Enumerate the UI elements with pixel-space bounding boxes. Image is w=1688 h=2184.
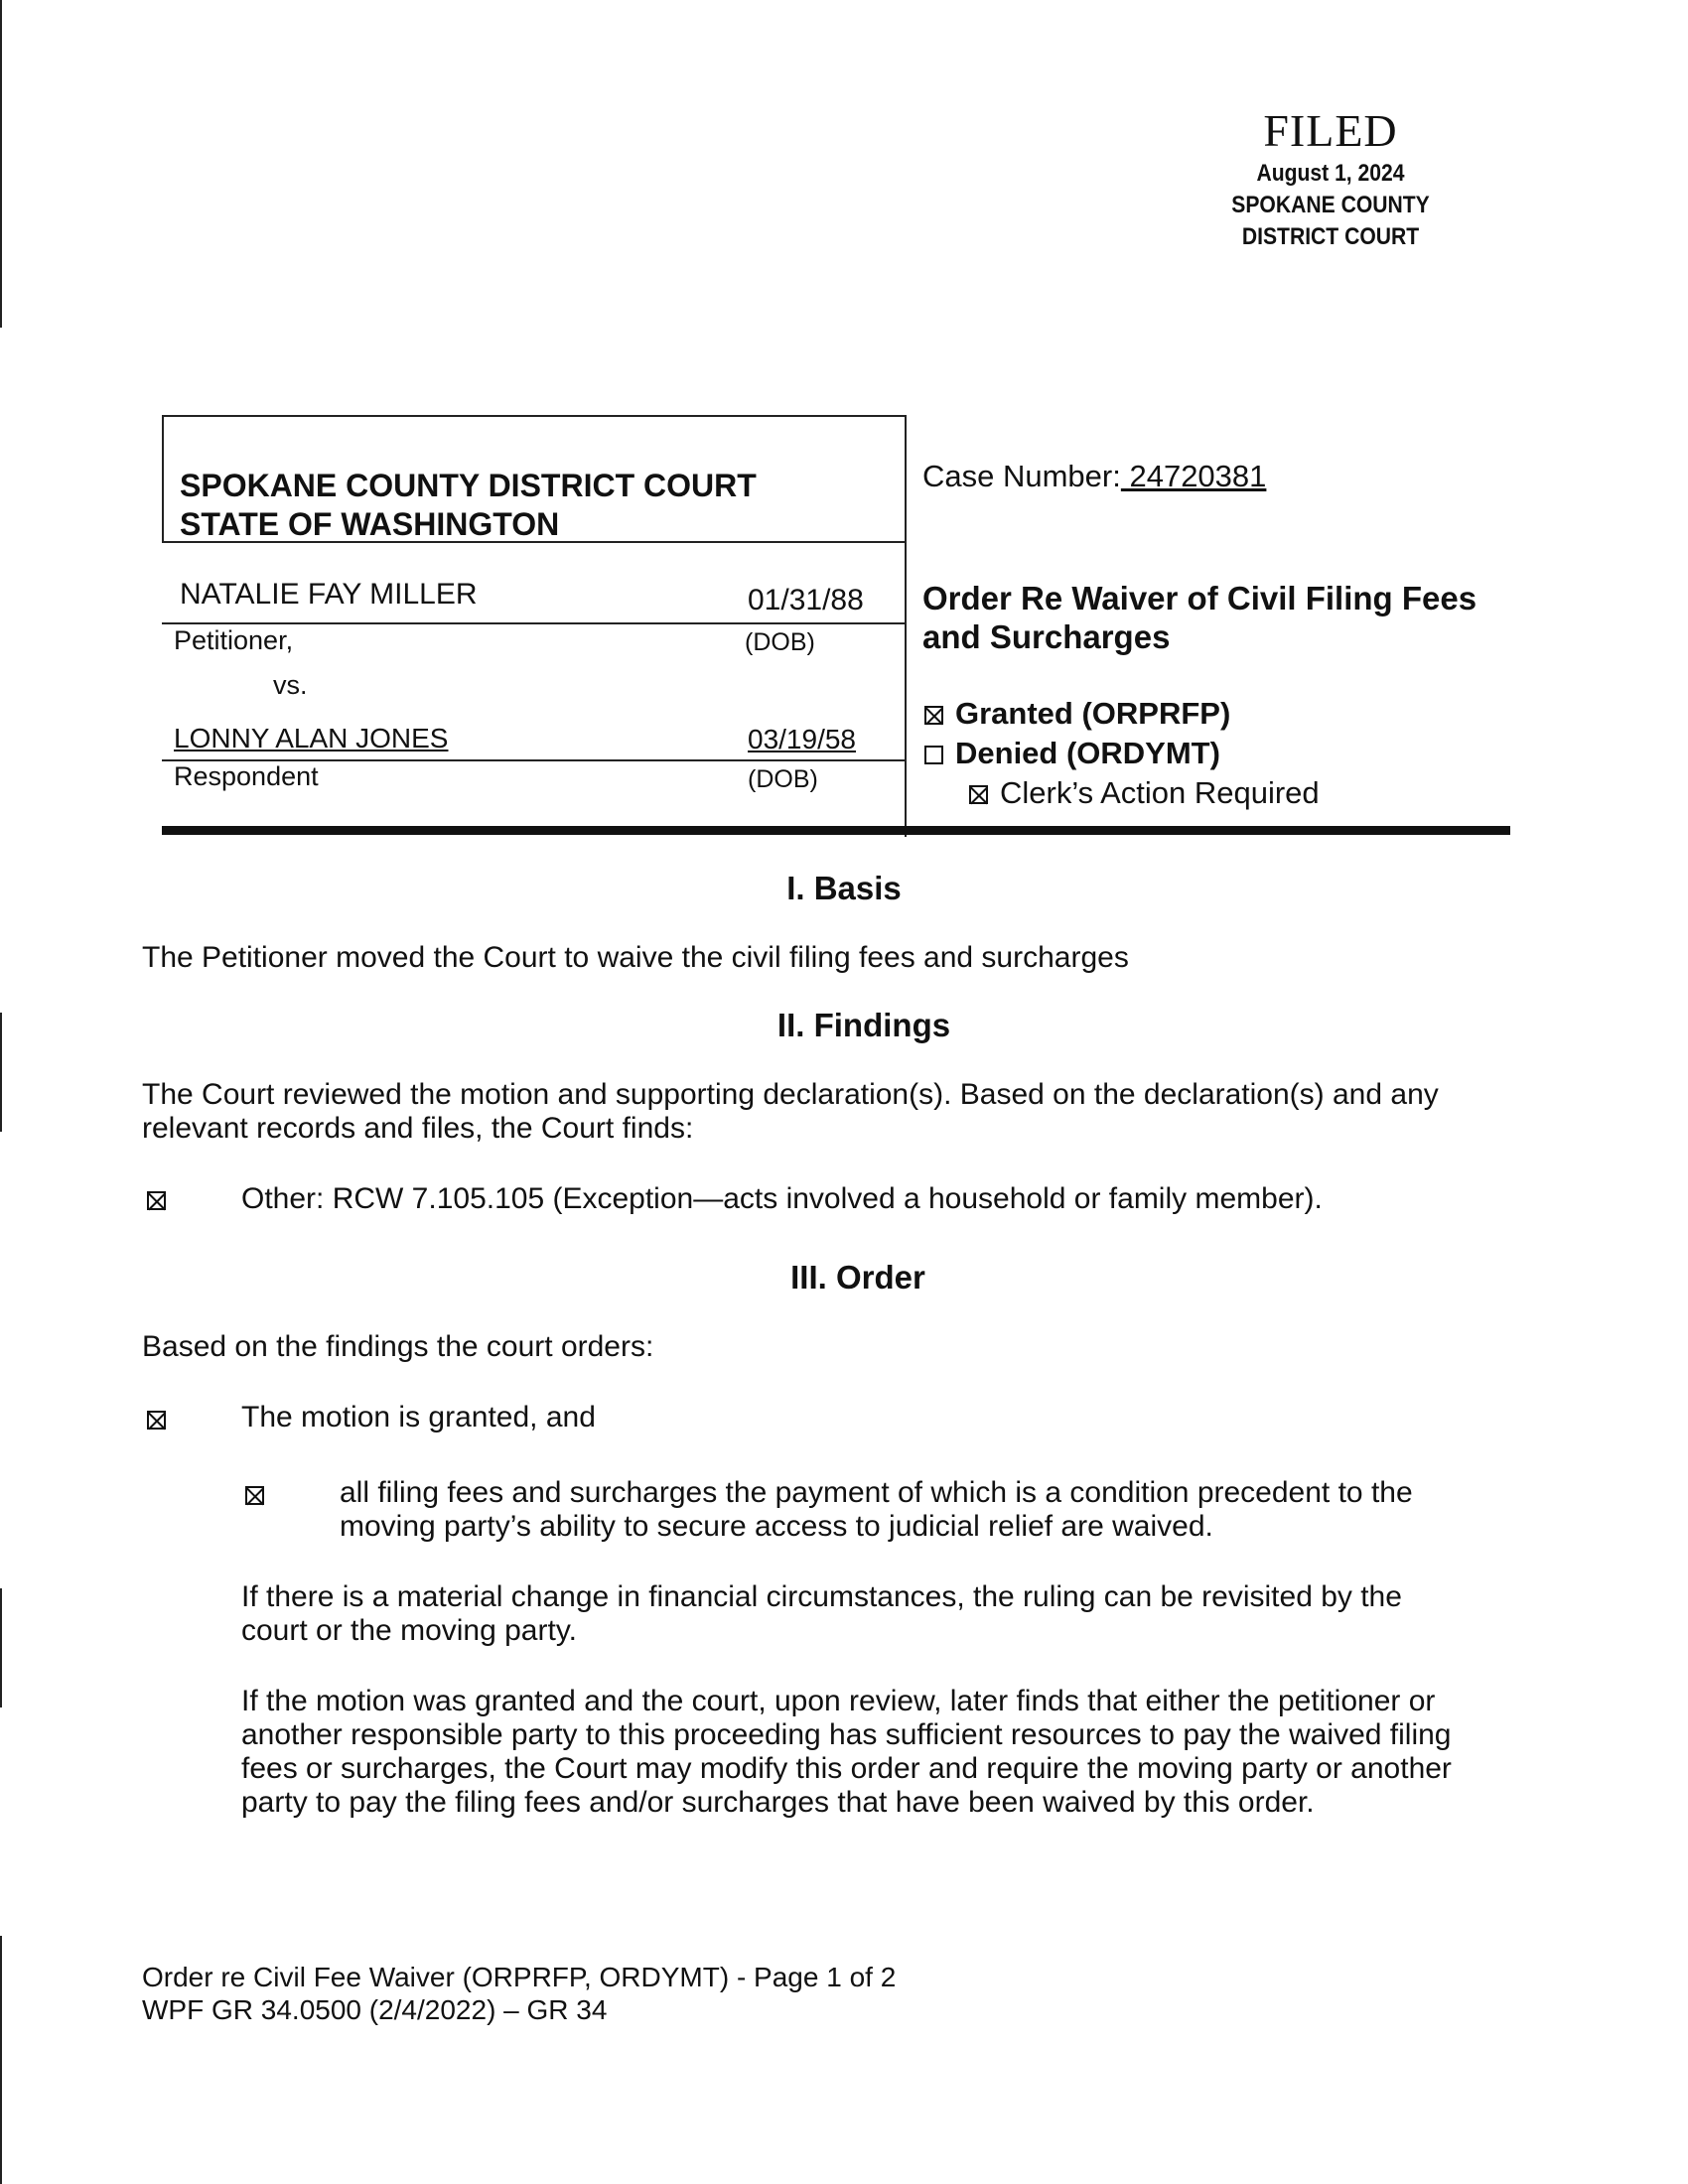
- granted-option[interactable]: [924, 696, 1230, 732]
- court-name-line2: STATE OF WASHINGTON: [180, 506, 560, 542]
- respondent-name: LONNY ALAN JONES: [174, 723, 449, 753]
- material-change-line1: If there is a material change in financial circumstances, the ruling can be revisited by the: [241, 1580, 1402, 1613]
- caption-bottom-rule: [162, 826, 1510, 835]
- case-number-label: Case Number:: [922, 459, 1121, 493]
- filed-stamp: [1187, 104, 1475, 253]
- filed-county: SPOKANE COUNTY: [1231, 192, 1430, 218]
- filed-court: DISTRICT COURT: [1241, 223, 1420, 250]
- petitioner-line: [162, 622, 907, 624]
- clerk-action-label: Clerk’s Action Required: [1000, 775, 1320, 810]
- left-edge-mark: [0, 1013, 2, 1132]
- filed-stamp-title: FILED: [1263, 105, 1398, 156]
- denied-checkbox[interactable]: [924, 746, 943, 764]
- fees-waived-checkbox[interactable]: [245, 1486, 264, 1505]
- court-name: [180, 467, 757, 544]
- modify-order-line1: If the motion was granted and the court, upon review, later finds that either the petitioner or: [241, 1685, 1436, 1717]
- page-footer: [142, 1961, 896, 2026]
- order-title: [922, 579, 1508, 656]
- section-findings-heading: II. Findings: [776, 1007, 951, 1043]
- order-intro-text: Based on the findings the court orders:: [142, 1330, 654, 1363]
- clerk-action-option[interactable]: [969, 775, 1320, 811]
- fees-waived-item[interactable]: [245, 1478, 276, 1512]
- case-number: [922, 459, 1266, 494]
- order-title-line1: Order Re Waiver of Civil Filing Fees: [922, 580, 1477, 616]
- case-number-value: 24720381: [1120, 459, 1267, 493]
- findings-text-line1: The Court reviewed the motion and supporting declaration(s). Based on the declaration(s) and any: [142, 1078, 1439, 1111]
- findings-text-line2: relevant records and files, the Court finds:: [142, 1112, 694, 1145]
- fees-waived-line1: all filing fees and surcharges the payment of which is a condition precedent to the: [340, 1476, 1413, 1509]
- basis-text: The Petitioner moved the Court to waive the civil filing fees and surcharges: [142, 941, 1129, 974]
- court-name-line1: SPOKANE COUNTY DISTRICT COURT: [180, 468, 757, 503]
- section-basis-heading: I. Basis: [786, 870, 902, 906]
- footer-line2: WPF GR 34.0500 (2/4/2022) – GR 34: [142, 1994, 608, 2025]
- motion-granted-item[interactable]: [147, 1403, 178, 1436]
- footer-line1: Order re Civil Fee Waiver (ORPRFP, ORDYMT) - Page 1 of 2: [142, 1962, 897, 1992]
- filed-date: August 1, 2024: [1256, 160, 1405, 187]
- petitioner-name: NATALIE FAY MILLER: [180, 578, 478, 611]
- granted-label: Granted (ORPRFP): [955, 696, 1231, 731]
- clerk-action-checkbox[interactable]: [969, 785, 988, 804]
- modify-order-paragraph: [241, 1685, 1452, 1820]
- finding-other-item[interactable]: [147, 1183, 178, 1217]
- fees-waived-line2: moving party’s ability to secure access to judicial relief are waived.: [340, 1510, 1213, 1543]
- respondent-dob: 03/19/58: [748, 724, 856, 754]
- fees-waived-text: [340, 1476, 1413, 1544]
- denied-option[interactable]: [924, 736, 1220, 771]
- denied-label: Denied (ORDYMT): [955, 736, 1220, 770]
- modify-order-line2: another responsible party to this proceeding has sufficient resources to pay the waived filing: [241, 1718, 1452, 1751]
- findings-text: [142, 1078, 1439, 1146]
- caption-divider: [905, 415, 907, 837]
- modify-order-line4: party to pay the filing fees and/or surcharges that have been waived by this order.: [241, 1786, 1315, 1819]
- left-edge-mark: [0, 1588, 2, 1707]
- petitioner-dob-label: (DOB): [745, 628, 815, 656]
- finding-other-checkbox[interactable]: [147, 1191, 166, 1210]
- section-order-heading: III. Order: [790, 1259, 925, 1296]
- granted-checkbox[interactable]: [924, 706, 943, 725]
- respondent-dob-label: (DOB): [748, 765, 818, 793]
- motion-granted-text: The motion is granted, and: [241, 1401, 596, 1433]
- respondent-label: Respondent: [174, 761, 319, 791]
- left-edge-mark: [0, 0, 2, 328]
- material-change-paragraph: [241, 1580, 1402, 1648]
- finding-other-text: Other: RCW 7.105.105 (Exception—acts involved a household or family member).: [241, 1182, 1323, 1215]
- order-title-line2: and Surcharges: [922, 618, 1171, 655]
- petitioner-label: Petitioner,: [174, 625, 294, 655]
- versus-text: vs.: [273, 670, 308, 700]
- left-edge-mark: [0, 1936, 2, 2184]
- modify-order-line3: fees or surcharges, the Court may modify this order and require the moving party or another: [241, 1752, 1452, 1785]
- caption-box-top-border: [162, 415, 907, 417]
- material-change-line2: court or the moving party.: [241, 1614, 577, 1647]
- caption-box-left-border: [162, 415, 164, 542]
- petitioner-dob: 01/31/88: [748, 584, 864, 616]
- motion-granted-checkbox[interactable]: [147, 1411, 166, 1430]
